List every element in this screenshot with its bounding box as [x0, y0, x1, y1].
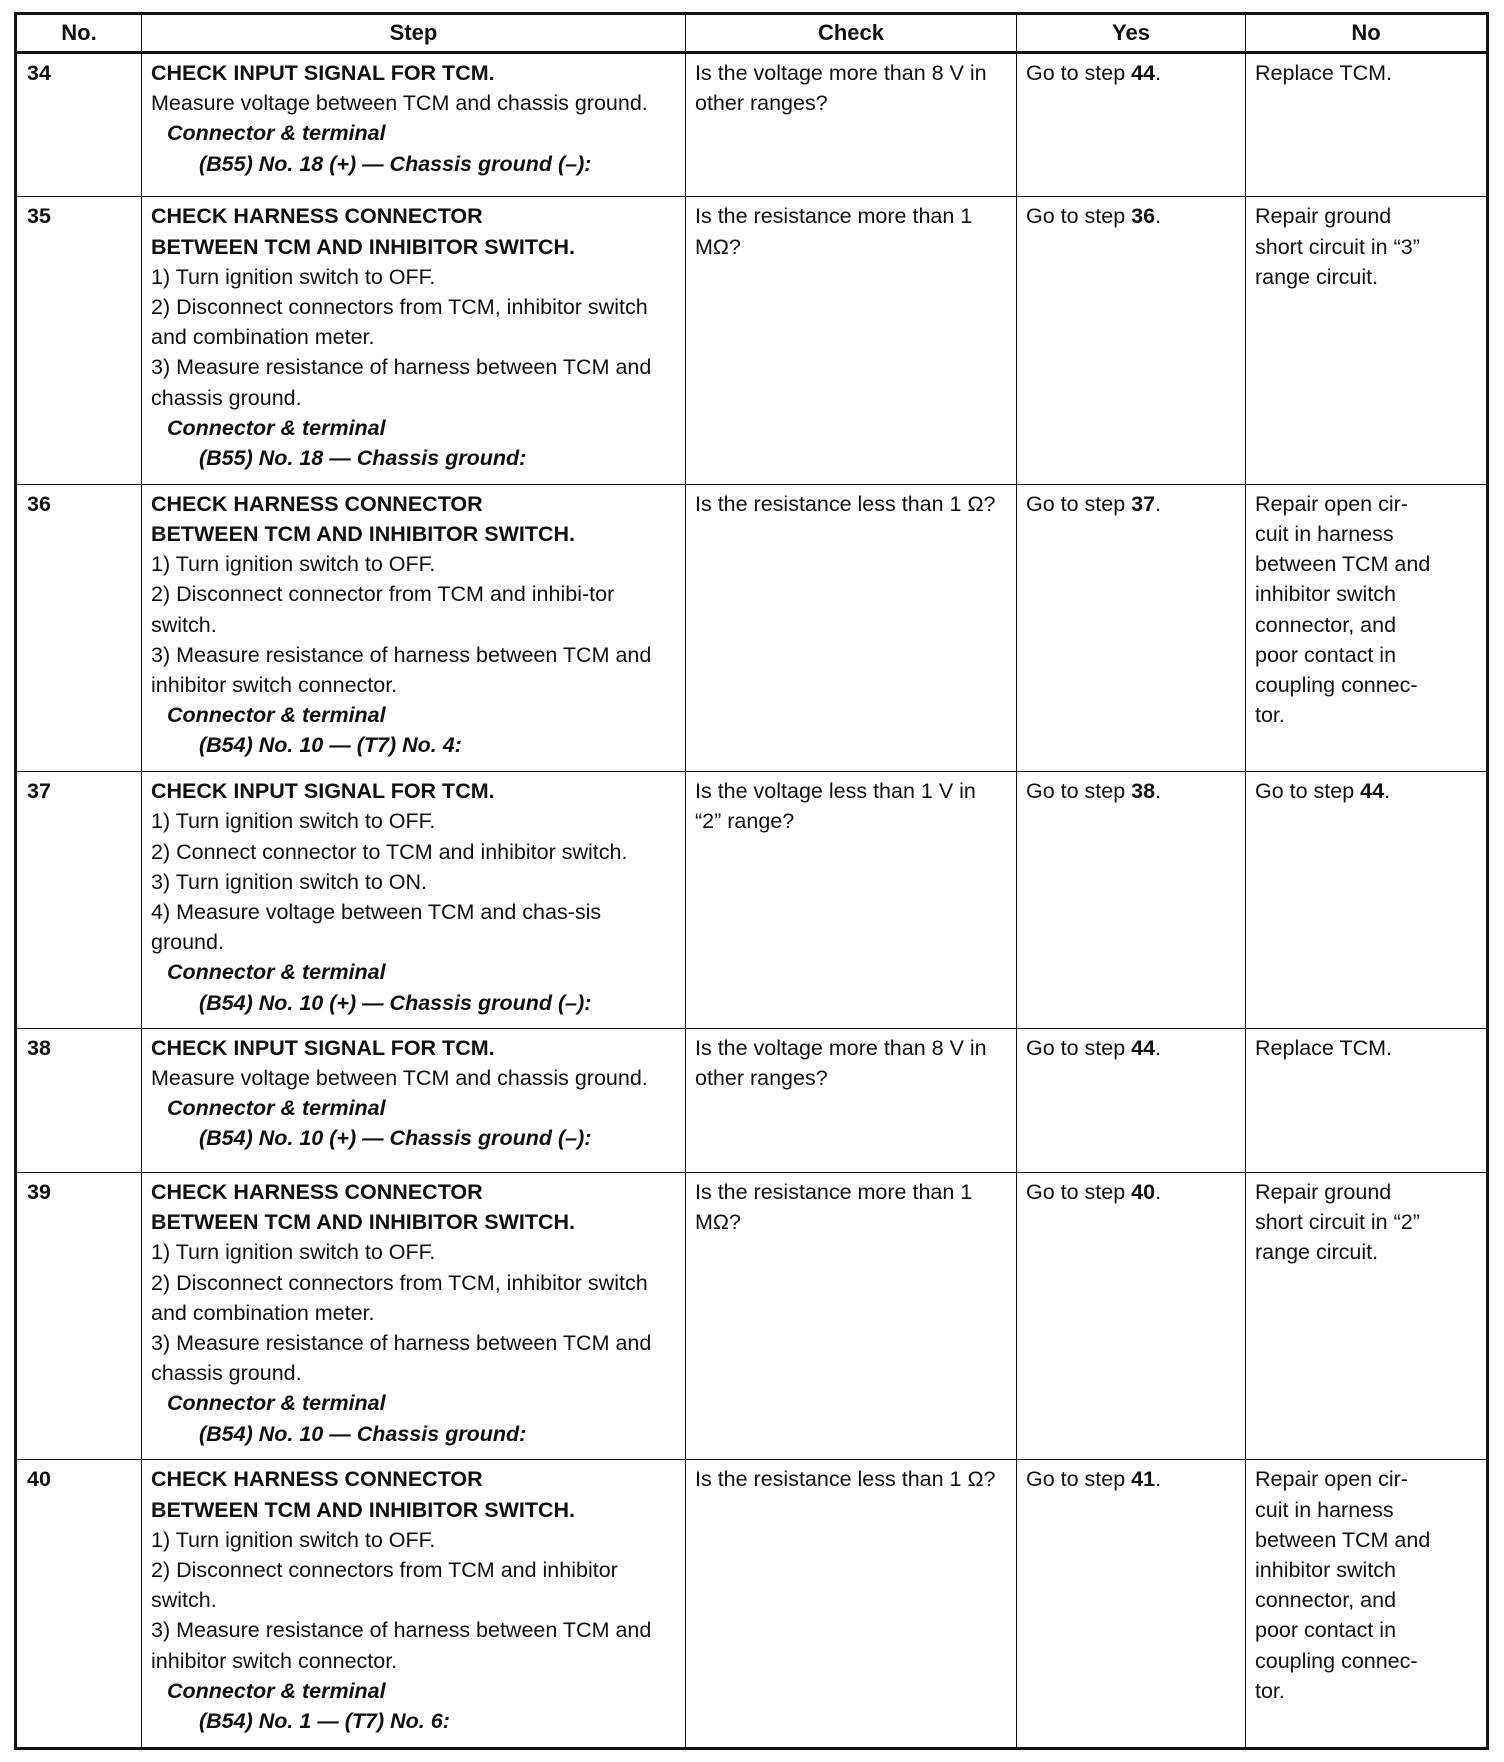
no-step-number: 44 — [1360, 779, 1385, 804]
step-cell — [142, 53, 686, 197]
yes-step-number: 40 — [1131, 1180, 1156, 1204]
step-instruction-line: 3) Measure resistance of harness between TCM and inhibitor switch connector. — [151, 1618, 652, 1673]
check-question: Is the resistance more than 1 MΩ? — [695, 1180, 973, 1235]
step-instructions — [151, 549, 677, 700]
header-no-result: No — [1246, 14, 1488, 53]
check-question: Is the resistance less than 1 Ω? — [695, 1467, 996, 1492]
step-number: 40 — [27, 1467, 51, 1492]
yes-cell — [1017, 1028, 1246, 1172]
yes-step-number: 37 — [1131, 491, 1156, 516]
header-yes: Yes — [1017, 14, 1246, 53]
step-instruction-line: 4) Measure voltage between TCM and chas-sis ground. — [151, 900, 602, 955]
check-question: Is the resistance more than 1 MΩ? — [695, 204, 973, 259]
connector-terminal: (B54) No. 10 (+) — Chassis ground (–): — [199, 990, 592, 1015]
check-question: Is the voltage less than 1 V in “2” range? — [695, 779, 976, 834]
step-cell — [142, 1460, 686, 1749]
yes-prefix: Go to step — [1026, 1180, 1132, 1204]
step-instruction-line: 1) Turn ignition switch to OFF. — [151, 1240, 436, 1265]
yes-prefix: Go to step — [1026, 1467, 1132, 1492]
step-instruction-line: 3) Turn ignition switch to ON. — [151, 869, 428, 894]
step-instruction-line: Measure voltage between TCM and chassis ground. — [151, 1065, 648, 1090]
yes-cell — [1017, 197, 1246, 484]
yes-prefix: Go to step — [1026, 779, 1132, 804]
no-cell — [1246, 53, 1488, 197]
table-row — [16, 1173, 1488, 1460]
step-number-cell — [16, 772, 142, 1028]
step-instruction-line: 3) Measure resistance of harness between TCM and chassis ground. — [151, 355, 652, 410]
yes-suffix: . — [1155, 1467, 1162, 1492]
no-action: Go to step — [1255, 779, 1361, 804]
step-cell — [142, 197, 686, 484]
yes-suffix: . — [1155, 491, 1162, 516]
yes-step-number: 44 — [1131, 61, 1156, 85]
step-title: CHECK HARNESS CONNECTOR BETWEEN TCM AND INHIBITOR SWITCH. — [151, 1180, 576, 1235]
no-action: Repair open cir- cuit in harness between TCM and inhibitor switch connector, and poor contact in coupling connec- tor. — [1255, 1467, 1431, 1703]
table-row — [16, 772, 1488, 1028]
no-cell — [1246, 772, 1488, 1028]
connector-terminal: (B54) No. 10 — Chassis ground: — [199, 1421, 527, 1446]
yes-cell — [1017, 1173, 1246, 1460]
step-instructions — [151, 1525, 677, 1676]
check-question: Is the resistance less than 1 Ω? — [695, 491, 996, 516]
yes-step-number: 38 — [1131, 779, 1156, 804]
no-cell — [1246, 1028, 1488, 1172]
step-instructions — [151, 262, 677, 413]
yes-prefix: Go to step — [1026, 491, 1132, 516]
check-cell — [686, 1028, 1017, 1172]
step-instruction-line: 1) Turn ignition switch to OFF. — [151, 1527, 436, 1552]
step-instruction-line: 3) Measure resistance of harness between TCM and inhibitor switch connector. — [151, 642, 652, 697]
check-cell — [686, 1460, 1017, 1749]
check-cell — [686, 772, 1017, 1028]
table-row — [16, 53, 1488, 197]
step-number: 37 — [27, 779, 51, 804]
yes-suffix: . — [1155, 1180, 1162, 1204]
no-action: Repair ground short circuit in “2” range circuit. — [1255, 1180, 1420, 1265]
yes-prefix: Go to step — [1026, 1035, 1132, 1060]
check-cell — [686, 197, 1017, 484]
table-row — [16, 484, 1488, 771]
step-instruction-line: Measure voltage between TCM and chassis ground. — [151, 91, 648, 116]
yes-cell — [1017, 1460, 1246, 1749]
header-check: Check — [686, 14, 1017, 53]
step-number-cell — [16, 1173, 142, 1460]
step-number: 35 — [27, 204, 51, 229]
yes-prefix: Go to step — [1026, 204, 1132, 229]
step-number: 39 — [27, 1180, 51, 1204]
no-action: Repair ground short circuit in “3” range circuit. — [1255, 204, 1420, 289]
step-number-cell — [16, 197, 142, 484]
step-cell — [142, 772, 686, 1028]
no-action: Repair open cir- cuit in harness between TCM and inhibitor switch connector, and poor contact in coupling connec- tor. — [1255, 491, 1431, 728]
step-instruction-line: 2) Disconnect connectors from TCM, inhibitor switch and combination meter. — [151, 1270, 648, 1325]
check-cell — [686, 53, 1017, 197]
step-instructions — [151, 806, 677, 957]
step-cell — [142, 1173, 686, 1460]
yes-prefix: Go to step — [1026, 61, 1132, 85]
no-cell — [1246, 1460, 1488, 1749]
connector-label: Connector & terminal — [167, 415, 386, 440]
step-instructions — [151, 1237, 677, 1388]
yes-step-number: 44 — [1131, 1035, 1156, 1060]
step-number: 36 — [27, 491, 51, 516]
yes-suffix: . — [1155, 1035, 1162, 1060]
connector-terminal: (B54) No. 10 — (T7) No. 4: — [199, 733, 462, 758]
step-instruction-line: 1) Turn ignition switch to OFF. — [151, 264, 436, 289]
step-number: 34 — [27, 61, 51, 85]
header-step: Step — [142, 14, 686, 53]
step-instructions — [151, 88, 677, 118]
step-title: CHECK INPUT SIGNAL FOR TCM. — [151, 779, 495, 804]
step-title: CHECK HARNESS CONNECTOR BETWEEN TCM AND INHIBITOR SWITCH. — [151, 1467, 576, 1522]
step-title: CHECK INPUT SIGNAL FOR TCM. — [151, 61, 495, 85]
step-number-cell — [16, 1460, 142, 1749]
diagnostic-table — [14, 12, 1489, 1750]
no-action: Replace TCM. — [1255, 1035, 1393, 1060]
connector-label: Connector & terminal — [167, 1096, 386, 1121]
no-suffix: . — [1384, 779, 1391, 804]
connector-label: Connector & terminal — [167, 960, 386, 985]
yes-suffix: . — [1155, 779, 1162, 804]
step-instruction-line: 2) Disconnect connector from TCM and inhibi-tor switch. — [151, 582, 615, 637]
connector-terminal: (B55) No. 18 — Chassis ground: — [199, 445, 527, 470]
step-title: CHECK HARNESS CONNECTOR BETWEEN TCM AND INHIBITOR SWITCH. — [151, 204, 576, 259]
check-cell — [686, 1173, 1017, 1460]
table-row — [16, 1460, 1488, 1749]
check-question: Is the voltage more than 8 V in other ranges? — [695, 1035, 987, 1090]
yes-step-number: 41 — [1131, 1467, 1156, 1492]
no-cell — [1246, 1173, 1488, 1460]
step-cell — [142, 484, 686, 771]
step-instruction-line: 1) Turn ignition switch to OFF. — [151, 552, 436, 577]
step-instruction-line: 2) Connect connector to TCM and inhibitor switch. — [151, 839, 628, 864]
step-instruction-line: 2) Disconnect connectors from TCM and inhibitor switch. — [151, 1558, 618, 1613]
connector-label: Connector & terminal — [167, 121, 386, 146]
no-cell — [1246, 484, 1488, 771]
step-number-cell — [16, 1028, 142, 1172]
table-row — [16, 1028, 1488, 1172]
table-header-row — [16, 14, 1488, 53]
step-instruction-line: 2) Disconnect connectors from TCM, inhibitor switch and combination meter. — [151, 294, 648, 350]
header-no: No. — [16, 14, 142, 53]
connector-terminal: (B55) No. 18 (+) — Chassis ground (–): — [199, 151, 592, 176]
connector-terminal: (B54) No. 1 — (T7) No. 6: — [199, 1709, 450, 1734]
table-row — [16, 197, 1488, 484]
connector-label: Connector & terminal — [167, 1391, 386, 1416]
step-title: CHECK INPUT SIGNAL FOR TCM. — [151, 1035, 495, 1060]
step-number: 38 — [27, 1035, 51, 1060]
step-number-cell — [16, 53, 142, 197]
check-question: Is the voltage more than 8 V in other ranges? — [695, 61, 987, 116]
no-cell — [1246, 197, 1488, 484]
step-instructions — [151, 1063, 677, 1093]
connector-label: Connector & terminal — [167, 1678, 386, 1703]
yes-suffix: . — [1155, 61, 1162, 85]
diagnostic-procedure-sheet — [14, 12, 1486, 1750]
step-title: CHECK HARNESS CONNECTOR BETWEEN TCM AND INHIBITOR SWITCH. — [151, 491, 576, 546]
connector-label: Connector & terminal — [167, 703, 386, 728]
yes-step-number: 36 — [1131, 204, 1156, 229]
step-instruction-line: 3) Measure resistance of harness between TCM and chassis ground. — [151, 1331, 652, 1386]
yes-suffix: . — [1155, 204, 1162, 229]
yes-cell — [1017, 772, 1246, 1028]
step-cell — [142, 1028, 686, 1172]
step-instruction-line: 1) Turn ignition switch to OFF. — [151, 809, 436, 834]
yes-cell — [1017, 484, 1246, 771]
yes-cell — [1017, 53, 1246, 197]
no-action: Replace TCM. — [1255, 61, 1393, 85]
check-cell — [686, 484, 1017, 771]
connector-terminal: (B54) No. 10 (+) — Chassis ground (–): — [199, 1126, 592, 1151]
step-number-cell — [16, 484, 142, 771]
